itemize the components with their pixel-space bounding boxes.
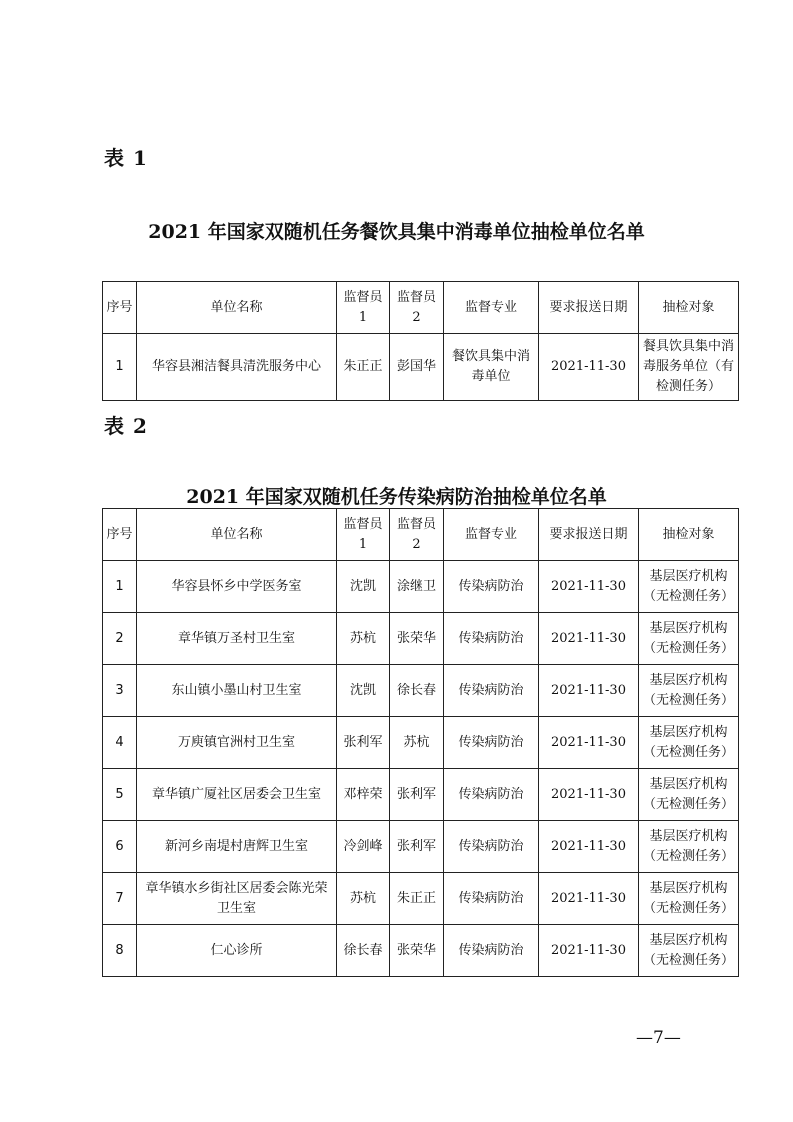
inspector1: 冷剑峰 — [337, 821, 390, 873]
row-number: 1 — [103, 561, 137, 613]
header-cell: 监督员 2 — [390, 509, 444, 561]
inspection-target: 基层医疗机构（无检测任务） — [639, 665, 739, 717]
unit-name: 万庾镇官洲村卫生室 — [137, 717, 337, 769]
inspector2: 朱正正 — [390, 873, 444, 925]
page-number: —7— — [636, 1028, 681, 1048]
table-row — [103, 334, 739, 401]
row-number: 3 — [103, 665, 137, 717]
unit-name: 章华镇万圣村卫生室 — [137, 613, 337, 665]
row-number: 8 — [103, 925, 137, 977]
table-row — [103, 769, 739, 821]
table2-label: 表 2 — [104, 414, 148, 438]
inspector2: 张利军 — [390, 769, 444, 821]
specialty: 传染病防治 — [444, 717, 539, 769]
inspector2: 徐长春 — [390, 665, 444, 717]
report-date: 2021-11-30 — [539, 925, 639, 977]
header-cell: 监督员 1 — [337, 282, 390, 334]
report-date: 2021-11-30 — [539, 561, 639, 613]
report-date: 2021-11-30 — [539, 717, 639, 769]
inspector2: 涂继卫 — [390, 561, 444, 613]
inspection-target: 基层医疗机构（无检测任务） — [639, 925, 739, 977]
header-cell: 单位名称 — [137, 509, 337, 561]
row-number: 1 — [103, 334, 137, 401]
table-row — [103, 561, 739, 613]
inspection-target: 基层医疗机构（无检测任务） — [639, 769, 739, 821]
header-cell: 序号 — [103, 509, 137, 561]
specialty: 传染病防治 — [444, 665, 539, 717]
row-number: 2 — [103, 613, 137, 665]
report-date: 2021-11-30 — [539, 665, 639, 717]
table-row — [103, 613, 739, 665]
inspection-target: 餐具饮具集中消毒服务单位（有检测任务） — [639, 334, 739, 401]
row-number: 7 — [103, 873, 137, 925]
header-cell: 单位名称 — [137, 282, 337, 334]
inspector1: 徐长春 — [337, 925, 390, 977]
inspector2: 张荣华 — [390, 613, 444, 665]
header-cell: 监督专业 — [444, 282, 539, 334]
table2 — [102, 508, 739, 977]
row-number: 6 — [103, 821, 137, 873]
header-cell: 序号 — [103, 282, 137, 334]
inspection-target: 基层医疗机构（无检测任务） — [639, 873, 739, 925]
unit-name: 华容县怀乡中学医务室 — [137, 561, 337, 613]
table-row — [103, 873, 739, 925]
table-row — [103, 821, 739, 873]
unit-name: 东山镇小墨山村卫生室 — [137, 665, 337, 717]
table-row — [103, 717, 739, 769]
inspector2: 苏杭 — [390, 717, 444, 769]
inspector2: 彭国华 — [390, 334, 444, 401]
report-date: 2021-11-30 — [539, 334, 639, 401]
header-cell: 抽检对象 — [639, 282, 739, 334]
table-row — [103, 665, 739, 717]
report-date: 2021-11-30 — [539, 873, 639, 925]
inspector2: 张荣华 — [390, 925, 444, 977]
unit-name: 仁心诊所 — [137, 925, 337, 977]
header-cell: 监督员 1 — [337, 509, 390, 561]
unit-name: 章华镇广厦社区居委会卫生室 — [137, 769, 337, 821]
header-cell: 监督专业 — [444, 509, 539, 561]
table-row — [103, 925, 739, 977]
inspector1: 沈凯 — [337, 665, 390, 717]
table1-title: 2021 年国家双随机任务餐饮具集中消毒单位抽检单位名单 — [148, 221, 645, 243]
inspection-target: 基层医疗机构（无检测任务） — [639, 821, 739, 873]
report-date: 2021-11-30 — [539, 613, 639, 665]
header-cell: 要求报送日期 — [539, 282, 639, 334]
inspection-target: 基层医疗机构（无检测任务） — [639, 717, 739, 769]
inspection-target: 基层医疗机构（无检测任务） — [639, 561, 739, 613]
inspector2: 张利军 — [390, 821, 444, 873]
table2-title: 2021 年国家双随机任务传染病防治抽检单位名单 — [186, 486, 607, 508]
inspector1: 苏杭 — [337, 613, 390, 665]
specialty: 传染病防治 — [444, 821, 539, 873]
table2-header-row — [103, 509, 739, 561]
table1-header-row — [103, 282, 739, 334]
specialty: 传染病防治 — [444, 561, 539, 613]
inspector1: 苏杭 — [337, 873, 390, 925]
inspector1: 邓梓荣 — [337, 769, 390, 821]
table1 — [102, 281, 739, 401]
unit-name: 新河乡南堤村唐辉卫生室 — [137, 821, 337, 873]
specialty: 传染病防治 — [444, 873, 539, 925]
header-cell: 抽检对象 — [639, 509, 739, 561]
table1-label: 表 1 — [104, 146, 148, 170]
inspection-target: 基层医疗机构（无检测任务） — [639, 613, 739, 665]
inspector1: 沈凯 — [337, 561, 390, 613]
specialty: 传染病防治 — [444, 613, 539, 665]
inspector1: 朱正正 — [337, 334, 390, 401]
unit-name: 华容县湘洁餐具清洗服务中心 — [137, 334, 337, 401]
specialty: 餐饮具集中消毒单位 — [444, 334, 539, 401]
header-cell: 要求报送日期 — [539, 509, 639, 561]
inspector1: 张利军 — [337, 717, 390, 769]
header-cell: 监督员 2 — [390, 282, 444, 334]
unit-name: 章华镇水乡街社区居委会陈光荣卫生室 — [137, 873, 337, 925]
report-date: 2021-11-30 — [539, 769, 639, 821]
specialty: 传染病防治 — [444, 925, 539, 977]
row-number: 4 — [103, 717, 137, 769]
specialty: 传染病防治 — [444, 769, 539, 821]
row-number: 5 — [103, 769, 137, 821]
report-date: 2021-11-30 — [539, 821, 639, 873]
